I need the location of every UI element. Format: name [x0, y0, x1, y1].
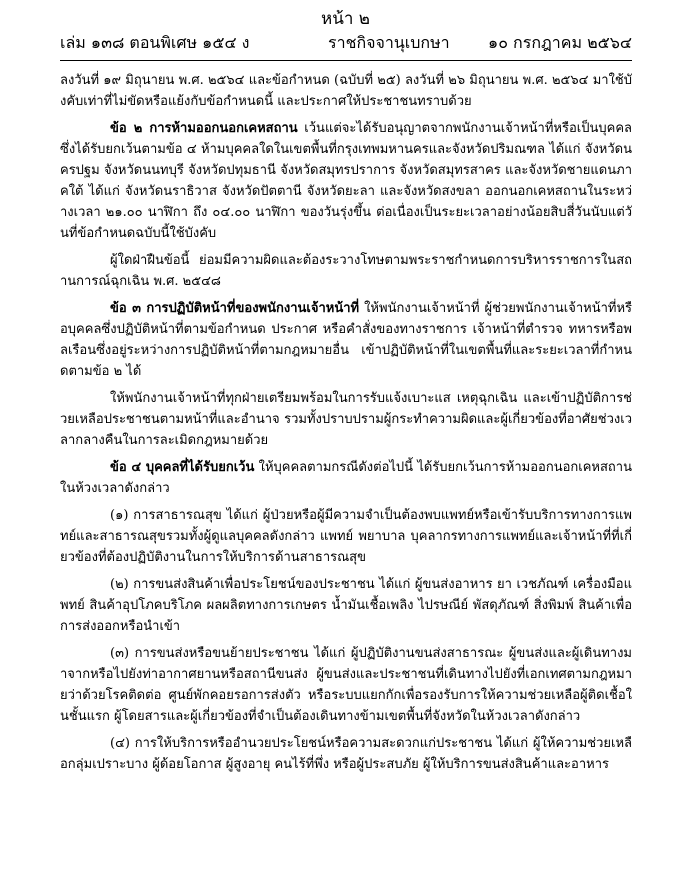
issue-date: ๑๐ กรกฎาคม ๒๕๖๔	[488, 33, 632, 52]
clause-4-item-3: (๓) การขนส่งหรือขนย้ายประชาชน ได้แก่ ผู้ปฏิบัติงานขนส่งสาธารณะ ผู้ขนส่งและผู้เดินทางมาจากหรือไปยังท่าอากาศยานหรือสถานีขนส่ง ผู้ขนส่งและประชาชนที่เดินทางไปยังที่เอกเทศตามกฎหมายว่าด้วยโรคติดต่อ ศูนย์พักคอยรอการส่งตัว หรือระบบแยกกักเพื่อรองรับการให้ความช่วยเหลือผู้ติดเชื้อในชั้นแรก ผู้โดยสารและผู้เกี่ยวข้องที่จำเป็นต้องเดินทางข้ามเขตพื้นที่จังหวัดในห้วงเวลาดังกล่าว	[60, 646, 632, 724]
clause-4-item-2: (๒) การขนส่งสินค้าเพื่อประโยชน์ของประชาชน ได้แก่ ผู้ขนส่งอาหาร ยา เวชภัณฑ์ เครื่องมือแพทย์ สินค้าอุปโภคบริโภค ผลผลิตทางการเกษตร น้ำมันเชื้อเพลิง ไปรษณีย์ พัสดุภัณฑ์ สิ่งพิมพ์ สินค้าเพื่อการส่งออกหรือนำเข้า	[60, 577, 632, 634]
clause-4-item-1: (๑) การสาธารณสุข ได้แก่ ผู้ป่วยหรือผู้มีความจำเป็นต้องพบแพทย์หรือเข้ารับบริการทางการแพทย์และสาธารณสุขรวมทั้งผู้ดูแลบุคคลดังกล่าว แพทย์ พยาบาล บุคลากรทางการแพทย์และเจ้าหน้าที่ที่เกี่ยวข้องที่ต้องปฏิบัติงานในการให้บริการด้านสาธารณสุข	[60, 508, 632, 565]
gazette-header	[60, 32, 632, 54]
clause-2-text: เว้นแต่จะได้รับอนุญาตจากพนักงานเจ้าหน้าที่หรือเป็นบุคคลซึ่งได้รับยกเว้นตามข้อ ๔ ห้ามบุคคลใดในเขตพื้นที่กรุงเทพมหานครและจังหวัดปริมณฑล ได้แก่ จังหวัดนครปฐม จังหวัดนนทบุรี จังหวัดปทุมธานี จังหวัดสมุทรปราการ จังหวัดสมุทรสาคร และจังหวัดชายแดนภาคใต้ ได้แก่ จังหวัดนราธิวาส จังหวัดปัตตานี จังหวัดยะลา และจังหวัดสงขลา ออกนอกเคหสถานในระหว่างเวลา ๒๑.๐๐ นาฬิกา ถึง ๐๔.๐๐ นาฬิกา ของวันรุ่งขึ้น ต่อเนื่องเป็นระยะเวลาอย่างน้อยสิบสี่วันนับแต่วันที่ข้อกำหนดฉบับนี้ใช้บังคับ	[60, 121, 632, 241]
clause-3-text: ให้พนักงานเจ้าหน้าที่ ผู้ช่วยพนักงานเจ้าหน้าที่หรือบุคคลซึ่งปฏิบัติหน้าที่ตามข้อกำหนด ประกาศ หรือคำสั่งของทางราชการ เจ้าหน้าที่ตำรวจ ทหารหรือพลเรือนซึ่งอยู่ระหว่างการปฏิบัติหน้าที่ตามกฎหมายอื่น เข้าปฏิบัติหน้าที่ในเขตพื้นที่และระยะเวลาที่กำหนดตามข้อ ๒ ได้	[60, 301, 632, 379]
clause-3-heading: ข้อ ๓ การปฏิบัติหน้าที่ของพนักงานเจ้าหน้าที่	[110, 301, 360, 316]
clause-4-heading: ข้อ ๔ บุคคลที่ได้รับยกเว้น	[110, 460, 255, 475]
clause-2-penalty: ผู้ใดฝ่าฝืนข้อนี้ ย่อมมีความผิดและต้องระวางโทษตามพระราชกำหนดการบริหารราชการในสถานการณ์ฉุกเฉิน พ.ศ. ๒๕๔๘	[60, 253, 632, 289]
clause-3-paragraph-2: ให้พนักงานเจ้าหน้าที่ทุกฝ่ายเตรียมพร้อมในการรับแจ้งเบาะแส เหตุฉุกเฉิน และเข้าปฏิบัติการช่วยเหลือประชาชนตามหน้าที่และอำนาจ รวมทั้งปราบปรามผู้กระทำความผิดและผู้เกี่ยวข้องที่อาศัยช่วงเวลากลางคืนในการละเมิดกฎหมายด้วย	[60, 391, 632, 448]
volume-label: เล่ม ๑๓๘ ตอนพิเศษ ๑๕๔ ง	[60, 33, 250, 52]
clause-4-item-4: (๔) การให้บริการหรืออำนวยประโยชน์หรือความสะดวกแก่ประชาชน ได้แก่ ผู้ให้ความช่วยเหลือกลุ่มเปราะบาง ผู้ด้อยโอกาส ผู้สูงอายุ คนไร้ที่พึ่ง หรือผู้ประสบภัย ผู้ให้บริการขนส่งสินค้าและอาหาร	[60, 736, 632, 772]
clause-4-text: ให้บุคคลตามกรณีดังต่อไปนี้ ได้รับยกเว้นการห้ามออกนอกเคหสถานในห้วงเวลาดังกล่าว	[60, 460, 632, 496]
intro-paragraph: ลงวันที่ ๑๙ มิถุนายน พ.ศ. ๒๕๖๔ และข้อกำหนด (ฉบับที่ ๒๕) ลงวันที่ ๒๖ มิถุนายน พ.ศ. ๒๕๖๔ มาใช้บังคับเท่าที่ไม่ขัดหรือแย้งกับข้อกำหนดนี้ และประกาศให้ประชาชนทราบด้วย	[60, 73, 632, 109]
document-body	[60, 70, 632, 781]
clause-3-paragraph	[60, 298, 632, 382]
page-number: หน้า ๒	[321, 9, 370, 29]
clause-4-paragraph	[60, 457, 632, 499]
gazette-title: ราชกิจจานุเบกษา	[328, 33, 450, 52]
clause-2-paragraph	[60, 118, 632, 244]
header-divider	[60, 60, 632, 61]
clause-2-heading: ข้อ ๒ การห้ามออกนอกเคหสถาน	[110, 121, 298, 136]
